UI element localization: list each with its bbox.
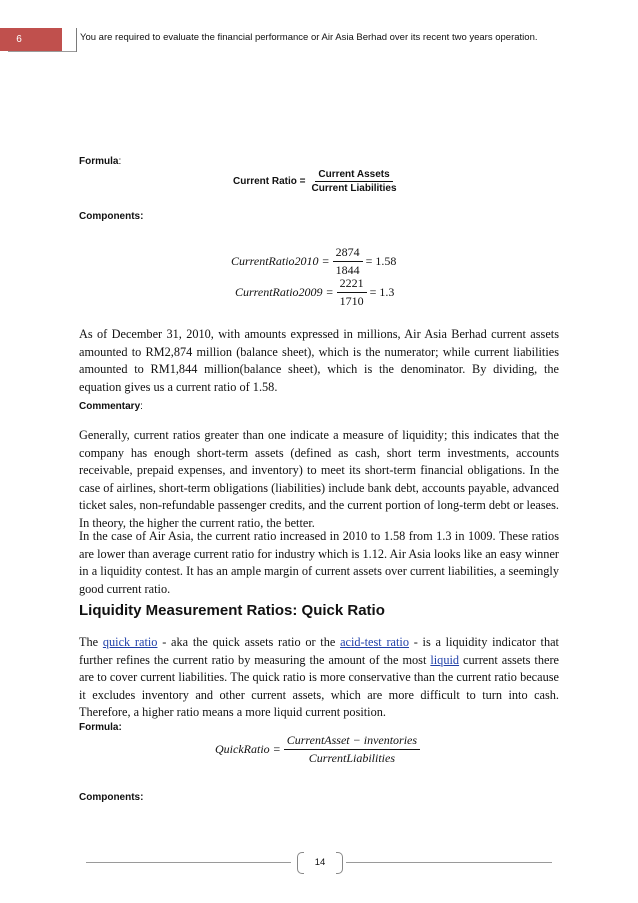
footer-rule-left: [86, 862, 291, 863]
air-asia-comparison-paragraph: In the case of Air Asia, the current ratio increased in 2010 to 1.58 from 1.3 in 1009. These ratios are lower than average current ratio for industry which is 1.12. Air Asia looks like an easy winner in a liquidity contest. It has an ample margin of current assets over current liabilities, a seemingly good current ratio.: [79, 529, 559, 596]
components-label: Components:: [79, 211, 144, 222]
quick-components-label: Components:: [79, 792, 144, 803]
equation-2009: [235, 276, 394, 309]
equation-2010: [231, 245, 396, 278]
formula-lhs: Current Ratio =: [233, 176, 306, 187]
header-divider: [76, 28, 77, 52]
quick-ratio-heading: Liquidity Measurement Ratios: Quick Ratio: [79, 602, 385, 619]
equation-2009-result: = 1.3: [369, 285, 395, 299]
formula-numerator: Current Assets: [315, 169, 392, 182]
commentary-paragraph: Generally, current ratios greater than one indicate a measure of liquidity; this indicates that the company has enough short-term assets (defined as cash, short term investments, accounts receivable, prepaid expenses, and inventory) to meet its short-term financial obligations. In the case of airlines, short-term obligations (liabilities) include bank debt, accounts payable, advanced ticket sales, non-refundable passenger credits, and the current portion of long-term debt or leases. In theory, the higher the current ratio, the better.: [79, 428, 559, 530]
footer-bracket-left: [297, 852, 304, 874]
commentary-label-text: Commentary: [79, 401, 141, 412]
quick-formula-label: Formula:: [79, 722, 122, 733]
formula-fraction: [309, 169, 400, 194]
current-ratio-explanation: As of December 31, 2010, with amounts expressed in millions, Air Asia Berhad current assets amounted to RM2,874 million (balance sheet), which is the numerator; while current liabilities amounted to RM1,844 million(balance sheet), which is the denominator. By dividing, the equation gives us a current ratio of 1.58.: [79, 327, 559, 394]
section-number-badge: 6: [8, 28, 30, 51]
equation-2010-numerator: 2874: [333, 245, 363, 262]
equation-2010-fraction: [333, 245, 363, 278]
quick-formula-numerator: CurrentAsset − inventories: [284, 733, 420, 750]
formula-label-text: Formula: [79, 156, 119, 167]
equation-2009-denominator: 1710: [339, 294, 364, 308]
quick-ratio-text-1: The: [79, 635, 103, 649]
equation-2010-denominator: 1844: [335, 263, 360, 277]
equation-2009-fraction: [337, 276, 367, 309]
quick-ratio-formula: [215, 733, 423, 766]
header-question-text: You are required to evaluate the financial performance or Air Asia Berhad over its recent two years operation.: [80, 32, 538, 43]
acid-test-ratio-link[interactable]: acid-test ratio: [340, 635, 409, 649]
commentary-label-colon: :: [140, 401, 143, 412]
quick-formula-denominator: CurrentLiabilities: [308, 751, 396, 765]
formula-denominator: Current Liabilities: [311, 183, 397, 194]
footer-rule-right: [346, 862, 552, 863]
footer-bracket-right: [336, 852, 343, 874]
quick-formula-fraction: [284, 733, 420, 766]
liquid-link[interactable]: liquid: [430, 652, 460, 667]
quick-ratio-definition: [79, 634, 559, 722]
equation-2010-result: = 1.58: [365, 254, 397, 268]
formula-label: [79, 156, 121, 167]
formula-label-colon: :: [118, 156, 122, 167]
quick-ratio-text-4: current assets there are to cover current liabilities. The quick ratio is more conservative than the current ratio because it excludes inventory and other current assets, which are more difficult to turn into cash. Therefore, a higher ratio means a more liquid current position.: [79, 652, 559, 720]
current-ratio-formula: [233, 169, 403, 194]
equation-2010-lhs: CurrentRatio2010 =: [231, 254, 330, 268]
equation-2009-numerator: 2221: [337, 276, 367, 293]
quick-ratio-text-3: - is a liquidity indicator that further refines the current ratio by measuring the amount of the most: [79, 635, 559, 667]
quick-ratio-text-2: - aka the quick assets ratio or the: [157, 635, 341, 649]
header-rule: [8, 51, 76, 52]
quick-formula-lhs: QuickRatio =: [215, 742, 281, 756]
equation-2009-lhs: CurrentRatio2009 =: [235, 285, 334, 299]
quick-ratio-link[interactable]: quick ratio: [102, 635, 158, 649]
commentary-label: [79, 401, 143, 412]
page-number: 14: [314, 857, 326, 868]
